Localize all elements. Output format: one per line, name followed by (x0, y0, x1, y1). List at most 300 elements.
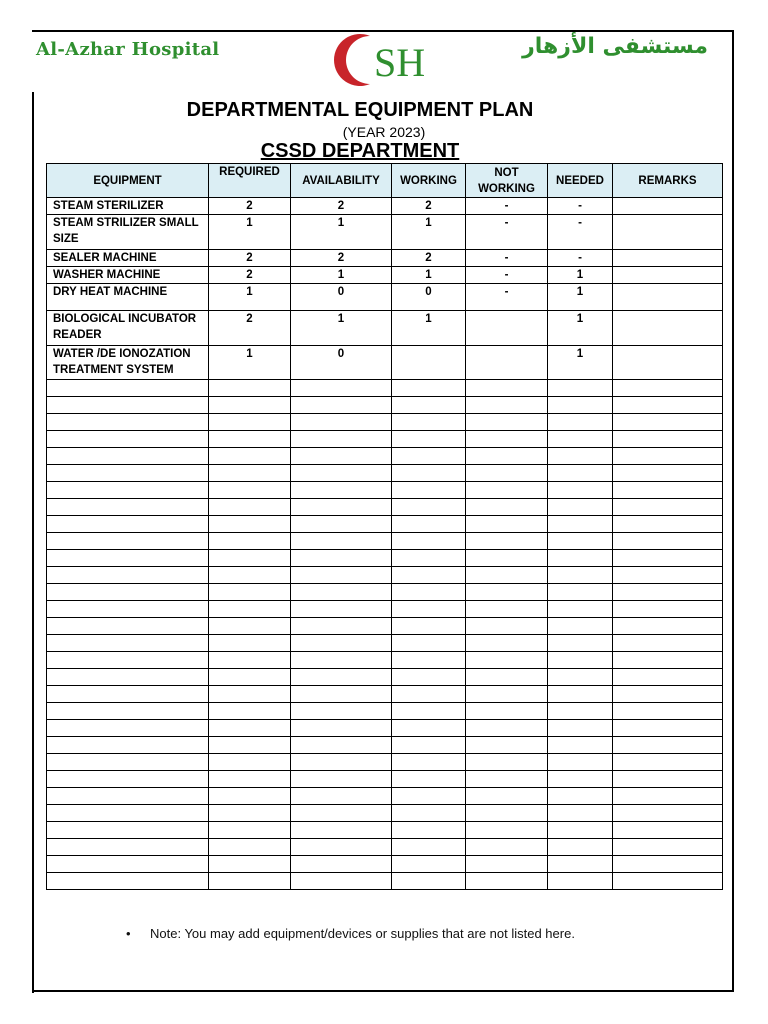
table-cell-availability: 0 (291, 284, 392, 311)
empty-table-cell (209, 635, 291, 652)
column-header: WORKING (392, 164, 466, 198)
empty-table-cell (466, 465, 548, 482)
empty-table-cell (47, 669, 209, 686)
empty-table-cell (291, 448, 392, 465)
empty-table-cell (47, 499, 209, 516)
empty-table-cell (392, 686, 466, 703)
empty-table-cell (466, 839, 548, 856)
empty-table-cell (291, 652, 392, 669)
empty-table-cell (466, 703, 548, 720)
table-cell-availability: 2 (291, 198, 392, 215)
table-cell-required: 1 (209, 215, 291, 250)
table-cell-equipment: WATER /DE IONOZATION TREATMENT SYSTEM (47, 346, 209, 380)
table-cell-working: 2 (392, 198, 466, 215)
empty-table-cell (613, 635, 723, 652)
empty-table-cell (209, 516, 291, 533)
empty-table-cell (209, 414, 291, 431)
empty-table-cell (613, 499, 723, 516)
empty-table-row (47, 397, 723, 414)
empty-table-cell (209, 567, 291, 584)
empty-table-cell (548, 839, 613, 856)
empty-table-cell (47, 771, 209, 788)
empty-table-cell (291, 805, 392, 822)
empty-table-cell (466, 397, 548, 414)
empty-table-row (47, 499, 723, 516)
empty-table-cell (47, 465, 209, 482)
empty-table-cell (291, 856, 392, 873)
empty-table-cell (291, 822, 392, 839)
empty-table-cell (392, 499, 466, 516)
empty-table-cell (209, 601, 291, 618)
empty-table-cell (392, 601, 466, 618)
table-cell-availability: 1 (291, 267, 392, 284)
empty-table-cell (466, 873, 548, 890)
empty-table-row (47, 771, 723, 788)
table-cell-availability: 1 (291, 215, 392, 250)
table-cell-remarks (613, 311, 723, 346)
empty-table-cell (548, 805, 613, 822)
empty-table-row (47, 737, 723, 754)
empty-table-cell (392, 397, 466, 414)
empty-table-cell (47, 805, 209, 822)
empty-table-cell (209, 465, 291, 482)
empty-table-cell (392, 465, 466, 482)
empty-table-cell (392, 788, 466, 805)
empty-table-cell (466, 618, 548, 635)
empty-table-cell (548, 584, 613, 601)
table-cell-needed: 1 (548, 311, 613, 346)
empty-table-cell (291, 618, 392, 635)
empty-table-cell (47, 414, 209, 431)
empty-table-cell (291, 771, 392, 788)
table-cell-not-working: - (466, 267, 548, 284)
empty-table-row (47, 635, 723, 652)
empty-table-cell (466, 635, 548, 652)
logo-text: SH (374, 40, 426, 85)
empty-table-cell (466, 720, 548, 737)
empty-table-row (47, 822, 723, 839)
empty-table-cell (209, 652, 291, 669)
empty-table-cell (548, 397, 613, 414)
empty-table-cell (466, 788, 548, 805)
empty-table-cell (392, 652, 466, 669)
empty-table-cell (392, 771, 466, 788)
table-row (47, 198, 723, 215)
empty-table-cell (47, 448, 209, 465)
empty-table-row (47, 482, 723, 499)
empty-table-row (47, 873, 723, 890)
empty-table-cell (613, 550, 723, 567)
empty-table-cell (47, 601, 209, 618)
empty-table-cell (548, 754, 613, 771)
empty-table-cell (548, 431, 613, 448)
table-cell-working (392, 346, 466, 380)
hospital-logo-emblem (330, 32, 442, 88)
empty-table-cell (466, 431, 548, 448)
table-cell-required: 2 (209, 311, 291, 346)
empty-table-row (47, 448, 723, 465)
empty-table-cell (613, 788, 723, 805)
table-cell-availability: 2 (291, 250, 392, 267)
table-cell-not-working (466, 346, 548, 380)
empty-table-cell (613, 414, 723, 431)
empty-table-cell (291, 431, 392, 448)
empty-table-cell (392, 822, 466, 839)
empty-table-cell (548, 414, 613, 431)
empty-table-cell (291, 397, 392, 414)
empty-table-cell (392, 805, 466, 822)
empty-table-cell (47, 686, 209, 703)
empty-table-row (47, 788, 723, 805)
crescent-icon (334, 34, 370, 86)
empty-table-row (47, 652, 723, 669)
table-cell-equipment: DRY HEAT MACHINE (47, 284, 209, 311)
empty-table-cell (466, 499, 548, 516)
empty-table-cell (613, 431, 723, 448)
empty-table-cell (548, 448, 613, 465)
table-cell-required: 1 (209, 346, 291, 380)
table-cell-equipment: BIOLOGICAL INCUBATOR READER (47, 311, 209, 346)
empty-table-cell (47, 737, 209, 754)
empty-table-row (47, 839, 723, 856)
table-row (47, 346, 723, 380)
empty-table-cell (466, 669, 548, 686)
empty-table-cell (209, 873, 291, 890)
empty-table-cell (209, 550, 291, 567)
empty-table-cell (392, 839, 466, 856)
hospital-name-ar: مستشفى الأزهار (522, 34, 708, 59)
note-text: Note: You may add equipment/devices or supplies that are not listed here. (150, 926, 575, 941)
empty-table-cell (392, 482, 466, 499)
empty-table-row (47, 465, 723, 482)
empty-table-cell (548, 822, 613, 839)
table-cell-needed: - (548, 250, 613, 267)
column-header: REMARKS (613, 164, 723, 198)
table-cell-required: 1 (209, 284, 291, 311)
empty-table-cell (548, 788, 613, 805)
empty-table-cell (392, 567, 466, 584)
equipment-table (46, 163, 723, 890)
empty-table-cell (613, 839, 723, 856)
table-cell-needed: 1 (548, 267, 613, 284)
empty-table-cell (291, 380, 392, 397)
table-row (47, 250, 723, 267)
empty-table-row (47, 720, 723, 737)
empty-table-cell (466, 856, 548, 873)
table-cell-needed: - (548, 215, 613, 250)
table-cell-remarks (613, 284, 723, 311)
empty-table-cell (613, 737, 723, 754)
empty-table-cell (291, 550, 392, 567)
empty-table-cell (47, 754, 209, 771)
empty-table-cell (613, 873, 723, 890)
empty-table-cell (548, 720, 613, 737)
empty-table-cell (613, 482, 723, 499)
empty-table-cell (392, 414, 466, 431)
empty-table-cell (613, 448, 723, 465)
empty-table-cell (209, 482, 291, 499)
empty-table-cell (466, 805, 548, 822)
table-cell-remarks (613, 215, 723, 250)
empty-table-cell (392, 703, 466, 720)
empty-table-row (47, 431, 723, 448)
empty-table-cell (548, 669, 613, 686)
table-cell-remarks (613, 346, 723, 380)
table-cell-required: 2 (209, 198, 291, 215)
empty-table-cell (291, 499, 392, 516)
empty-table-cell (47, 431, 209, 448)
empty-table-cell (392, 550, 466, 567)
empty-table-cell (209, 431, 291, 448)
empty-table-cell (209, 754, 291, 771)
empty-table-cell (548, 516, 613, 533)
empty-table-cell (291, 737, 392, 754)
empty-table-cell (548, 465, 613, 482)
empty-table-cell (613, 465, 723, 482)
empty-table-cell (209, 448, 291, 465)
empty-table-cell (392, 431, 466, 448)
table-cell-required: 2 (209, 250, 291, 267)
table-cell-availability: 0 (291, 346, 392, 380)
document-title: DEPARTMENTAL EQUIPMENT PLAN (186, 99, 534, 121)
empty-table-cell (209, 703, 291, 720)
empty-table-cell (466, 822, 548, 839)
empty-table-cell (209, 397, 291, 414)
table-row (47, 284, 723, 311)
empty-table-cell (613, 771, 723, 788)
empty-table-cell (209, 737, 291, 754)
empty-table-cell (613, 686, 723, 703)
empty-table-cell (613, 805, 723, 822)
table-cell-needed: 1 (548, 346, 613, 380)
empty-table-row (47, 567, 723, 584)
empty-table-cell (392, 516, 466, 533)
empty-table-cell (548, 652, 613, 669)
table-row (47, 311, 723, 346)
empty-table-cell (209, 788, 291, 805)
empty-table-row (47, 754, 723, 771)
table-cell-needed: - (548, 198, 613, 215)
empty-table-row (47, 805, 723, 822)
empty-table-cell (613, 720, 723, 737)
empty-table-row (47, 533, 723, 550)
empty-table-row (47, 584, 723, 601)
empty-table-cell (548, 703, 613, 720)
empty-table-cell (47, 516, 209, 533)
table-cell-equipment: WASHER MACHINE (47, 267, 209, 284)
empty-table-cell (47, 584, 209, 601)
empty-table-cell (613, 856, 723, 873)
table-row (47, 267, 723, 284)
table-cell-availability: 1 (291, 311, 392, 346)
empty-table-cell (291, 533, 392, 550)
empty-table-cell (392, 737, 466, 754)
empty-table-cell (209, 839, 291, 856)
table-cell-not-working: - (466, 250, 548, 267)
empty-table-cell (466, 482, 548, 499)
empty-table-cell (47, 482, 209, 499)
table-cell-remarks (613, 267, 723, 284)
empty-table-cell (291, 516, 392, 533)
empty-table-cell (291, 414, 392, 431)
empty-table-cell (291, 567, 392, 584)
table-cell-working: 0 (392, 284, 466, 311)
empty-table-cell (291, 601, 392, 618)
empty-table-cell (613, 822, 723, 839)
table-body (47, 198, 723, 890)
footnote (126, 926, 575, 941)
empty-table-cell (392, 720, 466, 737)
empty-table-cell (392, 856, 466, 873)
empty-table-cell (291, 669, 392, 686)
empty-table-cell (291, 703, 392, 720)
empty-table-cell (47, 703, 209, 720)
empty-table-cell (209, 584, 291, 601)
empty-table-cell (291, 584, 392, 601)
empty-table-row (47, 618, 723, 635)
empty-table-cell (613, 380, 723, 397)
empty-table-cell (392, 533, 466, 550)
table-cell-working: 1 (392, 311, 466, 346)
empty-table-cell (291, 686, 392, 703)
empty-table-cell (291, 635, 392, 652)
column-header: AVAILABILITY (291, 164, 392, 198)
table-cell-working: 2 (392, 250, 466, 267)
table-cell-not-working: - (466, 198, 548, 215)
empty-table-cell (209, 669, 291, 686)
table-cell-not-working (466, 311, 548, 346)
empty-table-cell (466, 516, 548, 533)
empty-table-cell (392, 669, 466, 686)
empty-table-cell (548, 635, 613, 652)
empty-table-row (47, 703, 723, 720)
empty-table-cell (291, 839, 392, 856)
empty-table-cell (466, 601, 548, 618)
empty-table-row (47, 669, 723, 686)
empty-table-row (47, 550, 723, 567)
document-year: (YEAR 2023) (342, 124, 426, 140)
empty-table-cell (613, 533, 723, 550)
empty-table-cell (466, 771, 548, 788)
empty-table-cell (548, 533, 613, 550)
empty-table-cell (392, 754, 466, 771)
empty-table-cell (466, 737, 548, 754)
empty-table-cell (291, 482, 392, 499)
empty-table-cell (392, 873, 466, 890)
empty-table-cell (209, 533, 291, 550)
empty-table-row (47, 856, 723, 873)
empty-table-cell (392, 380, 466, 397)
table-cell-remarks (613, 198, 723, 215)
empty-table-cell (209, 499, 291, 516)
empty-table-cell (47, 822, 209, 839)
empty-table-row (47, 414, 723, 431)
empty-table-cell (613, 754, 723, 771)
empty-table-cell (47, 856, 209, 873)
empty-table-cell (392, 448, 466, 465)
empty-table-cell (291, 465, 392, 482)
empty-table-row (47, 686, 723, 703)
empty-table-row (47, 516, 723, 533)
table-cell-required: 2 (209, 267, 291, 284)
empty-table-cell (466, 533, 548, 550)
page-border-left (32, 92, 34, 993)
empty-table-row (47, 380, 723, 397)
empty-table-cell (613, 652, 723, 669)
empty-table-cell (47, 873, 209, 890)
table-row (47, 215, 723, 250)
empty-table-cell (209, 822, 291, 839)
empty-table-cell (209, 380, 291, 397)
empty-table-cell (613, 567, 723, 584)
empty-table-cell (548, 567, 613, 584)
table-cell-working: 1 (392, 215, 466, 250)
empty-table-cell (548, 499, 613, 516)
empty-table-cell (47, 635, 209, 652)
empty-table-cell (466, 584, 548, 601)
table-cell-equipment: STEAM STRILIZER SMALL SIZE (47, 215, 209, 250)
table-cell-equipment: STEAM STERILIZER (47, 198, 209, 215)
empty-table-cell (466, 567, 548, 584)
table-cell-needed: 1 (548, 284, 613, 311)
empty-table-cell (466, 686, 548, 703)
empty-table-cell (466, 414, 548, 431)
column-header: NEEDED (548, 164, 613, 198)
empty-table-cell (47, 788, 209, 805)
empty-table-cell (209, 805, 291, 822)
empty-table-cell (47, 720, 209, 737)
empty-table-cell (548, 482, 613, 499)
column-header: REQUIRED (209, 164, 291, 198)
empty-table-cell (548, 618, 613, 635)
table-cell-remarks (613, 250, 723, 267)
empty-table-cell (291, 754, 392, 771)
empty-table-cell (209, 618, 291, 635)
empty-table-cell (47, 380, 209, 397)
empty-table-cell (548, 550, 613, 567)
empty-table-cell (47, 397, 209, 414)
empty-table-cell (548, 737, 613, 754)
empty-table-cell (392, 584, 466, 601)
table-cell-not-working: - (466, 284, 548, 311)
hospital-name-en: Al-Azhar Hospital (36, 39, 220, 60)
empty-table-cell (613, 618, 723, 635)
empty-table-cell (209, 686, 291, 703)
empty-table-cell (291, 788, 392, 805)
empty-table-cell (548, 601, 613, 618)
empty-table-cell (47, 567, 209, 584)
empty-table-cell (466, 380, 548, 397)
empty-table-cell (613, 516, 723, 533)
empty-table-cell (548, 771, 613, 788)
empty-table-cell (613, 397, 723, 414)
table-cell-equipment: SEALER MACHINE (47, 250, 209, 267)
empty-table-cell (47, 550, 209, 567)
empty-table-cell (47, 839, 209, 856)
empty-table-cell (209, 720, 291, 737)
empty-table-cell (613, 601, 723, 618)
empty-table-cell (291, 720, 392, 737)
column-header: NOT WORKING (466, 164, 548, 198)
bullet-icon: • (126, 926, 131, 941)
department-title: CSSD DEPARTMENT (260, 140, 460, 162)
empty-table-cell (466, 448, 548, 465)
table-cell-not-working: - (466, 215, 548, 250)
empty-table-cell (466, 550, 548, 567)
empty-table-cell (613, 584, 723, 601)
empty-table-cell (291, 873, 392, 890)
table-cell-working: 1 (392, 267, 466, 284)
